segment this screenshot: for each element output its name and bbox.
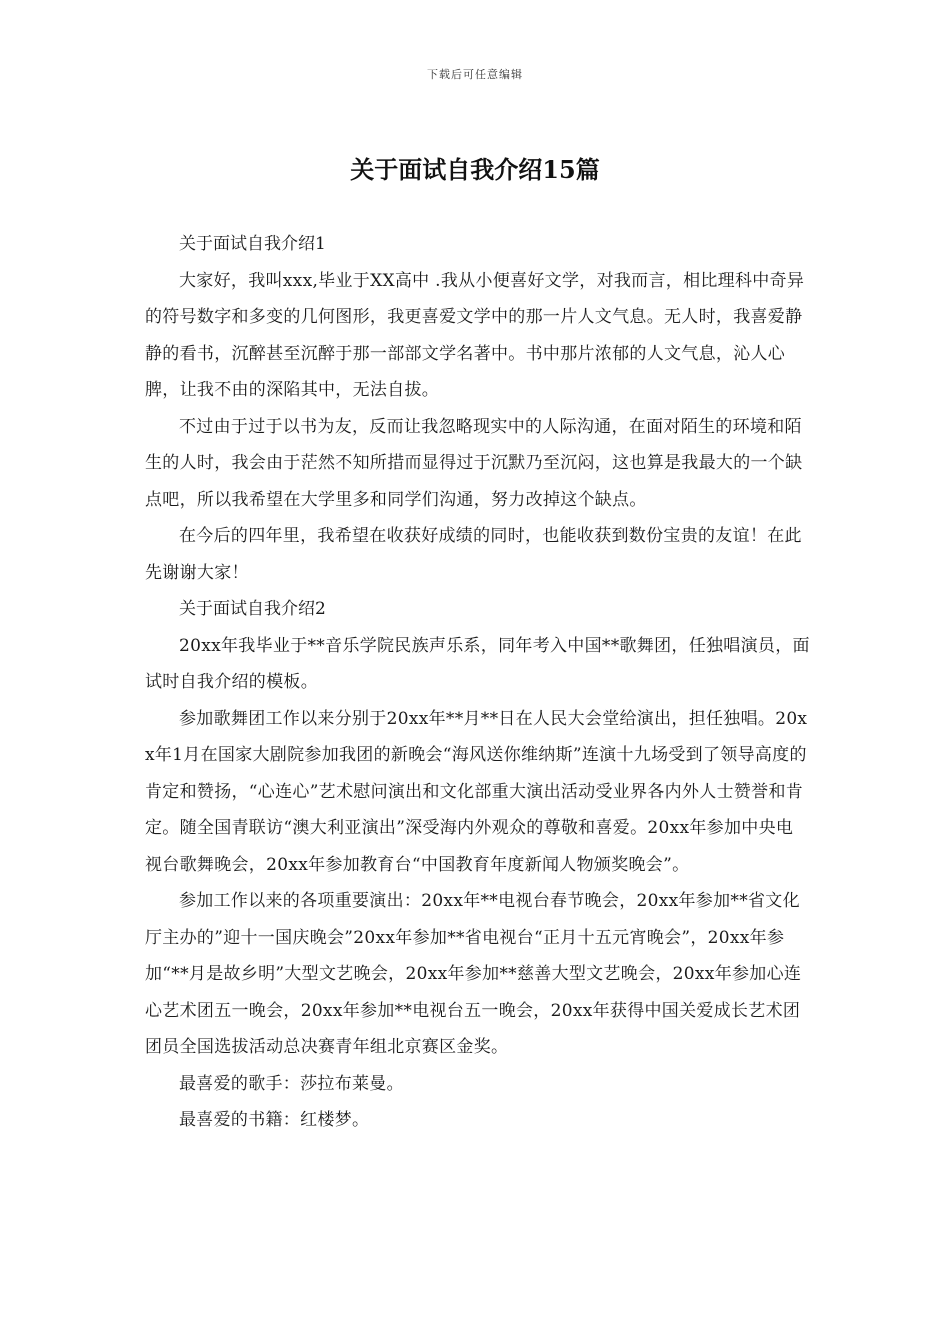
paragraph: 20xx年我毕业于**音乐学院民族声乐系，同年考入中国**歌舞团，任独唱演员，面试时自我介绍的模板。: [145, 635, 810, 692]
paragraph: 大家好，我叫xxx,毕业于XX高中 .我从小便喜好文学，对我而言，相比理科中奇异的符号数字和多变的几何图形，我更喜爱文学中的那一片人文气息。无人时，我喜爱静静的看书，沉醉甚至沉醉于那一部部文学名著中。书中那片浓郁的人文气息，沁人心脾，让我不由的深陷其中，无法自拔。: [145, 270, 805, 400]
paragraph: 最喜爱的书籍：红楼梦。: [179, 1110, 370, 1130]
section-heading-2: 关于面试自我介绍2: [179, 599, 326, 619]
header-note: 下载后可任意编辑: [427, 68, 523, 81]
paragraph: 参加工作以来的各项重要演出：20xx年**电视台春节晚会，20xx年参加**省文化厅主办的”迎十一国庆晚会”20xx年参加**省电视台“正月十五元宵晚会”，20xx年参加“**月是故乡明”大型文艺晚会，20xx年参加**慈善大型文艺晚会，20xx年参加心连心艺术团五一晚会，20xx年参加**电视台五一晚会，20xx年获得中国关爱成长艺术团团员全国选拔活动总决赛青年组北京赛区金奖。: [145, 891, 802, 1057]
paragraph: 最喜爱的歌手：莎拉布莱曼。: [179, 1073, 404, 1094]
document-body: [145, 226, 810, 1139]
paragraph: 在今后的四年里，我希望在收获好成绩的同时，也能收获到数份宝贵的友谊！在此先谢谢大家！: [145, 526, 802, 583]
paragraph: 不过由于过于以书为友，反而让我忽略现实中的人际沟通，在面对陌生的环境和陌生的人时，我会由于茫然不知所措而显得过于沉默乃至沉闷，这也算是我最大的一个缺点吧，所以我希望在大学里多和同学们沟通，努力改掉这个缺点。: [145, 416, 803, 510]
paragraph: 参加歌舞团工作以来分别于20xx年**月**日在人民大会堂给演出，担任独唱。20xx年1月在国家大剧院参加我团的新晚会“海风送你维纳斯”连演十九场受到了领导高度的肯定和赞扬，“心连心”艺术慰问演出和文化部重大演出活动受业界各内外人士赞誉和肯定。随全国青联访“澳大利亚演出”深受海内外观众的尊敬和喜爱。20xx年参加中央电视台歌舞晚会，20xx年参加教育台“中国教育年度新闻人物颁奖晚会”。: [145, 708, 808, 875]
section-heading-1: 关于面试自我介绍1: [179, 234, 326, 254]
page-title: 关于面试自我介绍15篇: [350, 155, 600, 184]
